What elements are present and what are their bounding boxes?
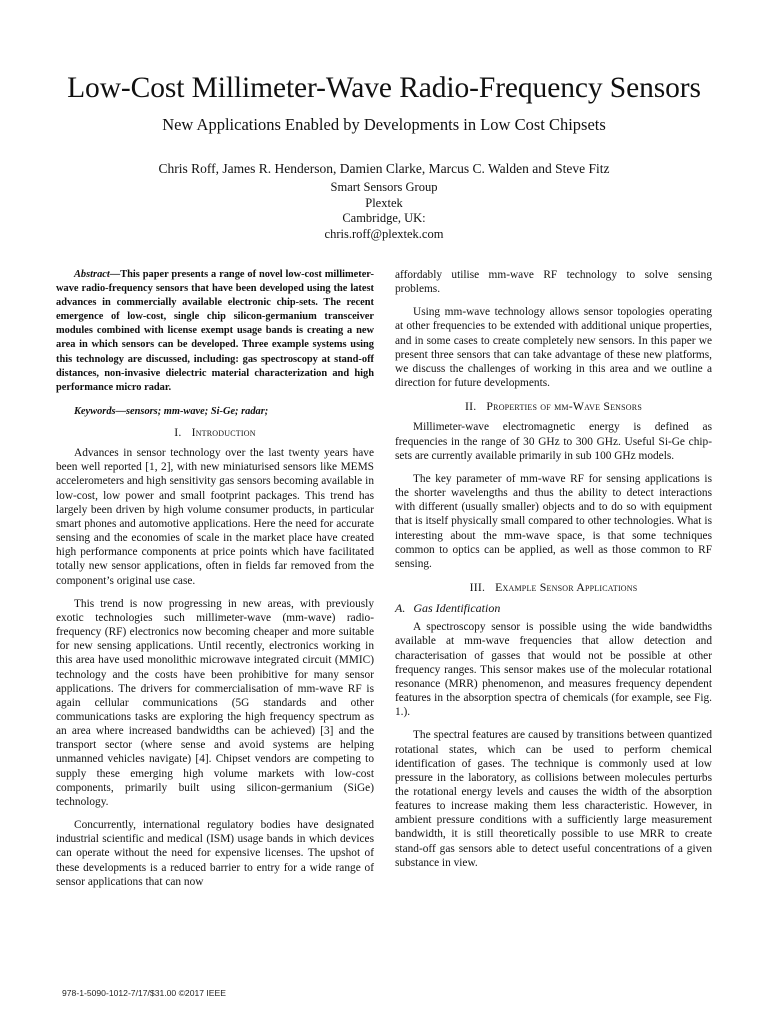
keywords xyxy=(56,405,374,419)
abstract xyxy=(56,268,374,395)
affiliation-location: Cambridge, UK: xyxy=(342,211,426,225)
intro-paragraph: This trend is now progressing in new areas, with previously exotic technologies such millimeter-wave (mm-wave) radio-frequency (RF) electronics now becoming cheaper and more suitable for new sensing applications. Until recently, electronics working in this area have used monolithic microwave integrated circuit (MMIC) technology and the costs have been prohibitive for many sensor applications. The drivers for commercialisation of mm-wave RF is again cellular communications (5G standards and other communications tasks are exploring the high frequency spectrum as an area where increased bandwidths can be achieved) [3] and the transport sector (where sense and avoid systems are helping unmanned vehicles navigate) [4]. Chipset vendors are competing to supply these emerging high volume markets with low-cost components, primarily built using silicon-germanium (SiGe) technology. xyxy=(56,597,374,808)
abstract-text: This paper presents a range of novel low-cost millimeter-wave radio-frequency sensors that have been developed using the latest advances in commercially available electronic chip-sets. The recent emergence of low-cost, single chip silicon-germanium transceiver modules combined with license exempt usage bands is creating a new area in which sensors can be developed. Three example systems using this technology are discussed, including: gas spectroscopy at stand-off distances, non-invasive dielectric material characterization and high performance micro radar. xyxy=(56,269,374,393)
body-paragraph: The spectral features are caused by transitions between quantized rotational states, which can be used to perform chemical identification of gases. The technique is commonly used at low pressure in the laboratory, as collisions between molecules perturbs the rotational energy levels and causes the width of the absorption features to increase making them less characteristic. However, in ambient pressure conditions with a sufficiently large measurement bandwidth, it is still theoretically possible to use MRR to create stand-off gas sensors able to detect useful concentrations of a given substance in view. xyxy=(395,729,712,869)
continued-paragraph: affordably utilise mm-wave RF technology to solve sensing problems. xyxy=(395,269,712,296)
body-paragraph: A spectroscopy sensor is possible using the wide bandwidths available at mm-wave frequencies that allow detection and characterisation of gasses that would not be possible at other frequency ranges. This sensor makes use of the molecular rotational resonance (MRR) phenomenon, and measures frequency dependent features in the absorption spectra of chemicals (for example, see Fig. 1.). xyxy=(395,621,712,719)
section-number: III. xyxy=(469,579,486,594)
section-number: II. xyxy=(465,399,477,414)
section-title: Example Sensor Applications xyxy=(495,579,638,594)
copyright-footer: 978-1-5090-1012-7/17/$31.00 ©2017 IEEE xyxy=(62,988,227,998)
keywords-text: sensors; mm-wave; Si-Ge; radar; xyxy=(125,405,269,417)
affiliation-block xyxy=(0,180,768,242)
affiliation-group: Smart Sensors Group xyxy=(330,180,438,194)
paper-title: Low-Cost Millimeter-Wave Radio-Frequency Sensors xyxy=(67,72,701,104)
section-title: Introduction xyxy=(191,425,256,439)
right-column xyxy=(395,268,712,879)
body-paragraph: Millimeter-wave electromagnetic energy is defined as frequencies in the range of 30 GHz to 300 GHz. Useful Si-Ge chip-sets are currently available primarily in sub 100 GHz models. xyxy=(395,421,712,462)
intro-paragraph: Concurrently, international regulatory bodies have designated industrial scientific and medical (ISM) usage bands in which devices can operate without the need for expensive licenses. The upshot of these developments is a reduced barrier to entry for a wide range of sensor applications that can now xyxy=(56,819,374,888)
intro-paragraph: Advances in sensor technology over the last twenty years have been well reported [1, 2], with new miniaturised sensors like MEMS accelerometers and high sensitivity gas sensors becoming available in low-cost, low power and small footprint packages. This trend has largely been driven by high volume consumer products, in particular smart phones and automotive applications. Here the need for accurate sensing and the economies of scale in the market place have created high performance components at price points which have facilitated totally new sensor applications, often in fields far removed from the component’s original use case. xyxy=(56,447,374,587)
keywords-label: Keywords— xyxy=(74,405,126,417)
section-number: I. xyxy=(174,425,182,439)
left-column xyxy=(56,268,374,898)
section-heading-properties xyxy=(395,399,712,413)
subsection-heading-gas-identification xyxy=(395,601,712,615)
intro-paragraph: Using mm-wave technology allows sensor topologies operating at other frequencies to be extended with additional unique properties, and in some cases to create completely new sensors. In this paper we present three sensors that can take advantage of these new platforms, we discuss the challenges of working in this area and we outline a direction for future developments. xyxy=(395,306,712,390)
section-heading-introduction xyxy=(56,425,374,439)
section-title: Properties of mm-Wave Sensors xyxy=(486,399,642,414)
section-heading-examples xyxy=(395,580,712,594)
paper-subtitle: New Applications Enabled by Developments in Low Cost Chipsets xyxy=(162,115,606,134)
subsection-number: A. xyxy=(395,601,406,616)
body-paragraph: The key parameter of mm-wave RF for sensing applications is the shorter wavelengths and thus the ability to detect interactions with different (usually smaller) objects and to do so with equipment that is itself physically small compared to other technologies. What is interesting about the mm-wave space, is that some techniques common to optics can be applied, as well as those common to RF sensing. xyxy=(395,472,712,570)
affiliation-company: Plextek xyxy=(365,195,403,210)
author-list: Chris Roff, James R. Henderson, Damien Clarke, Marcus C. Walden and Steve Fitz xyxy=(158,161,610,176)
subsection-title: Gas Identification xyxy=(413,601,501,616)
abstract-label: Abstract— xyxy=(74,269,121,280)
affiliation-email: chris.roff@plextek.com xyxy=(324,226,444,241)
